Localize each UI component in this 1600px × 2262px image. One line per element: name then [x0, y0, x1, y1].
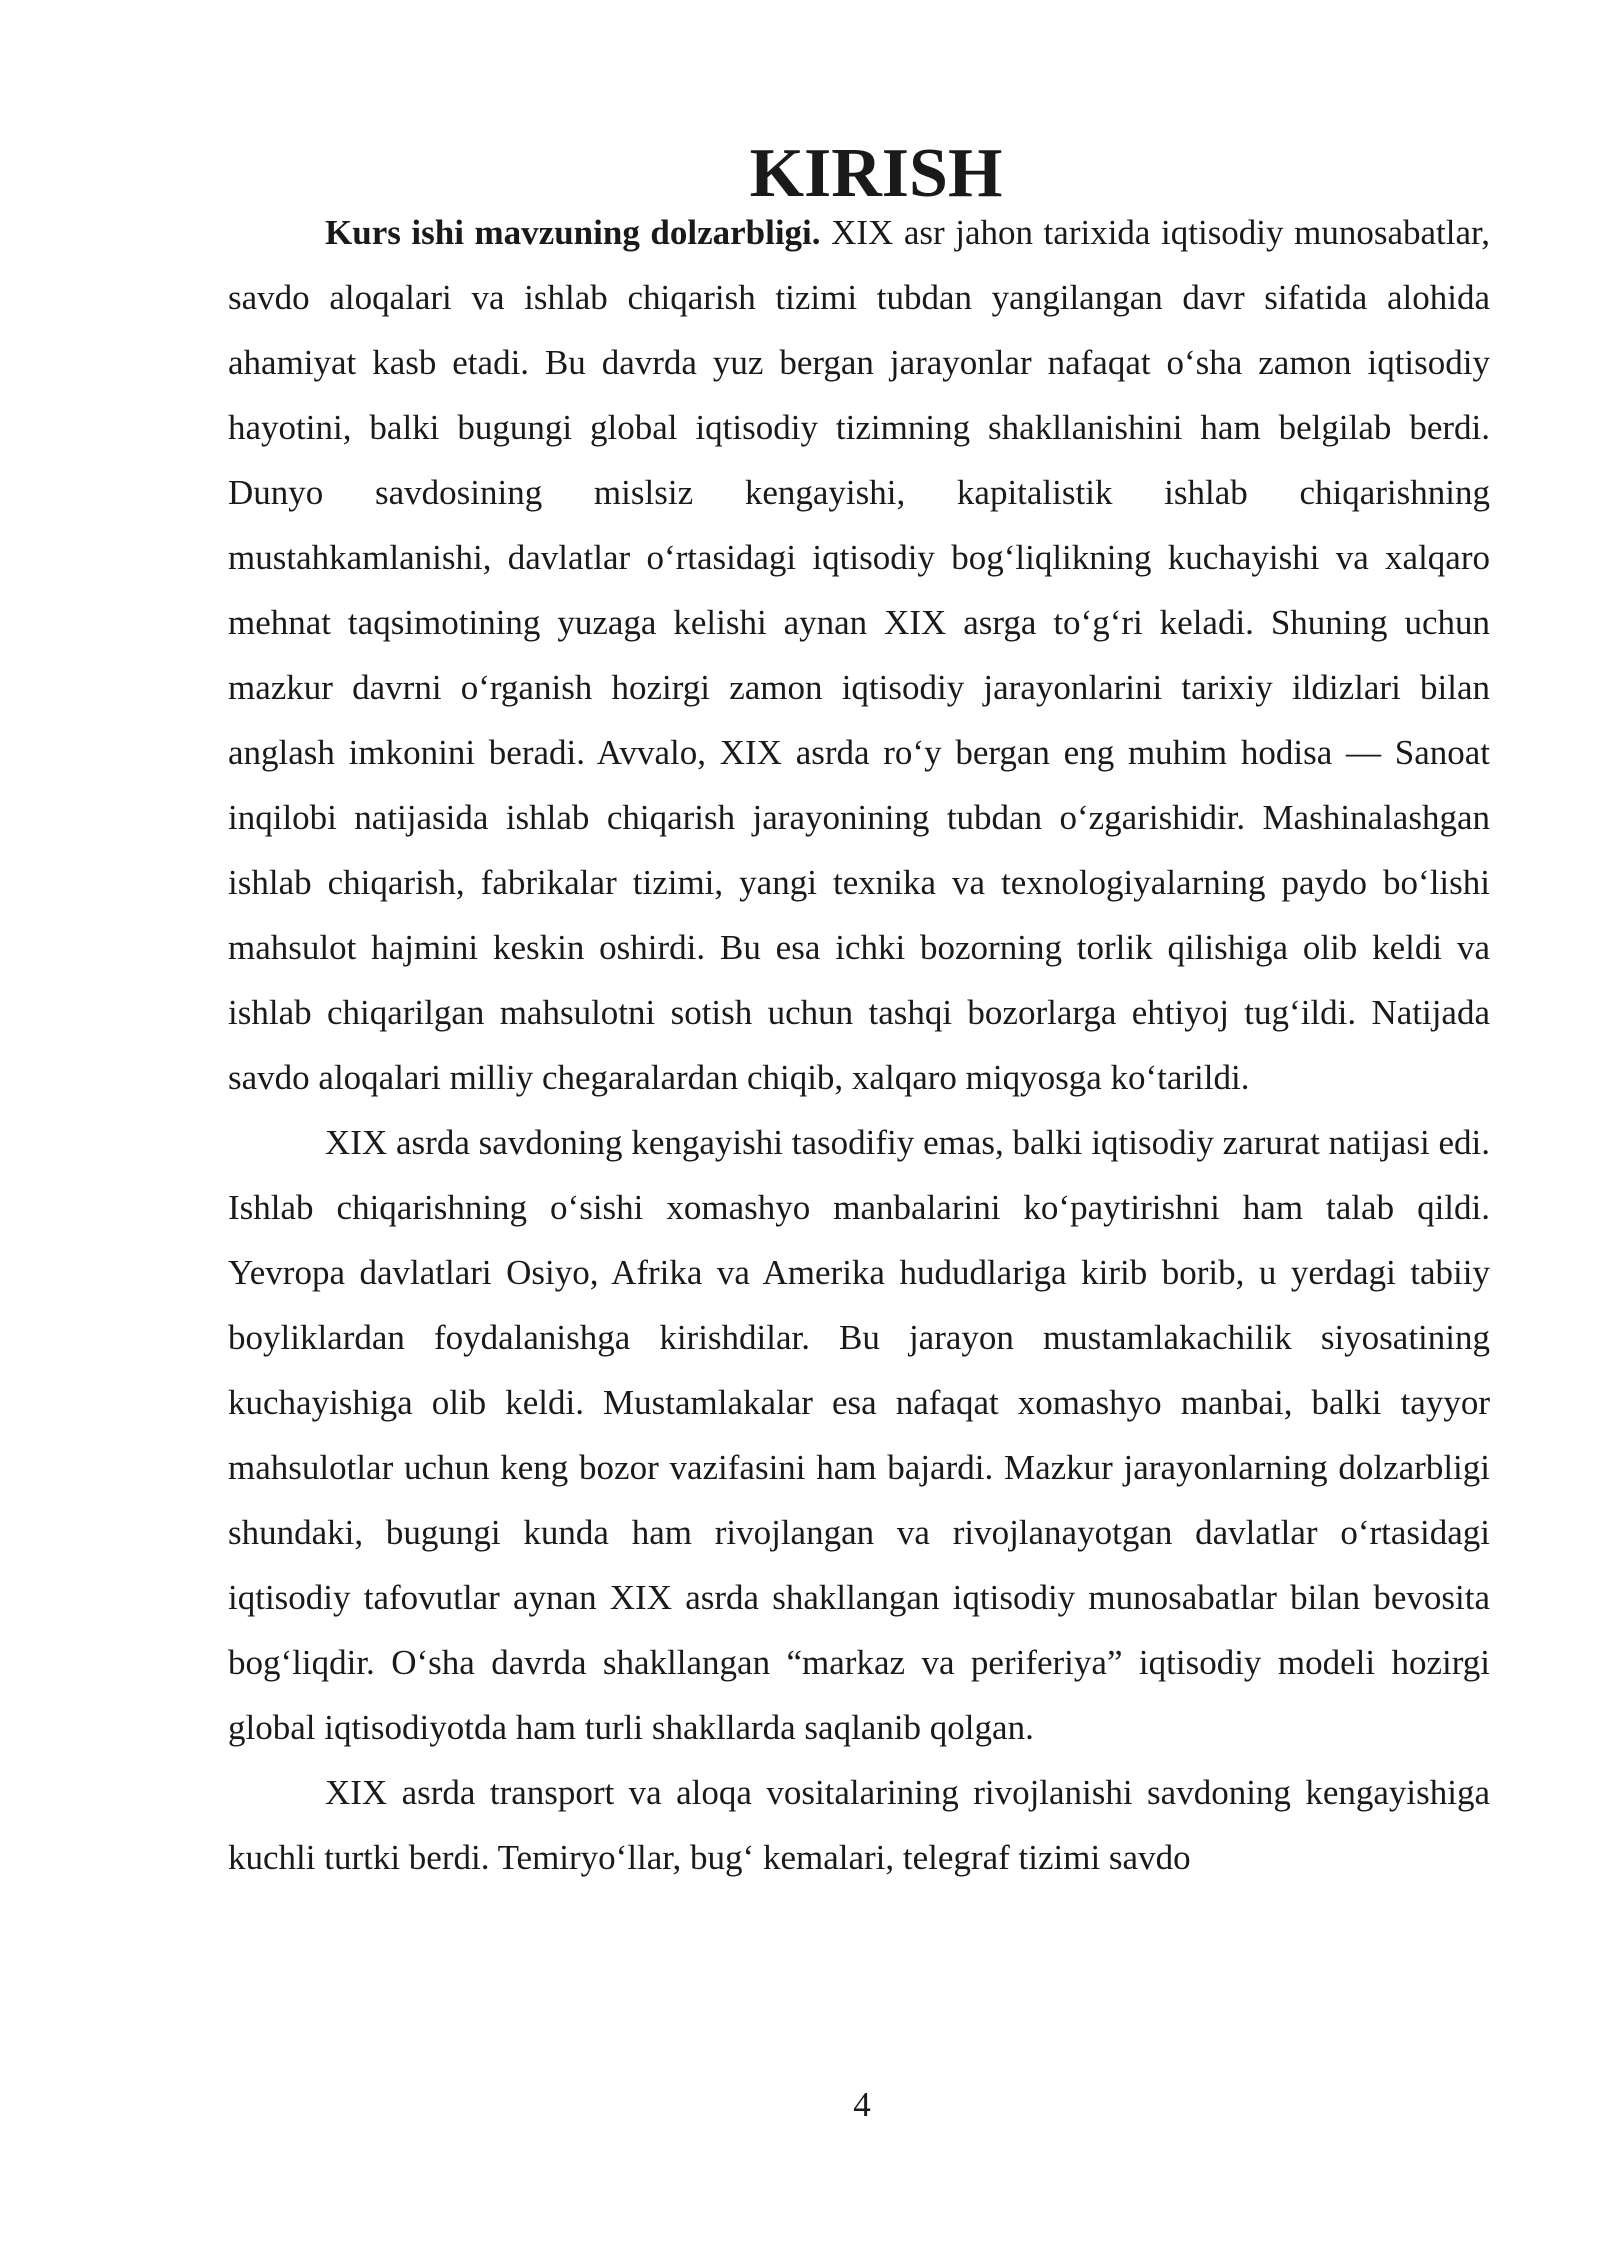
- page-title: KIRISH: [749, 135, 1003, 212]
- paragraph-2: [228, 1110, 1490, 1760]
- paragraph-text: XIX asrda savdoning kengayishi tasodifiy emas, balki iqtisodiy zarurat natijasi edi. Ishlab chiqarishning o‘sishi xomashyo manbalarini ko‘paytirishni ham talab qildi. Yevropa davlatlari Osiyo, Afrika va Amerika hududlariga kirib borib, u yerdagi tabiiy boyliklardan foydalanishga kirishdilar. Bu jarayon mustamlakachilik siyosatining kuchayishiga olib keldi. Mustamlakalar esa nafaqat xomashyo manbai, balki tayyor mahsulotlar uchun keng bozor vazifasini ham bajardi. Mazkur jarayonlarning dolzarbligi shundaki, bugungi kunda ham rivojlangan va rivojlanayotgan davlatlar o‘rtasidagi iqtisodiy tafovutlar aynan XIX asrda shakllangan iqtisodiy munosabatlar bilan bevosita bog‘liqdir. O‘sha davrda shakllangan “markaz va periferiya” iqtisodiy modeli hozirgi global iqtisodiyotda ham turli shakllarda saqlanib qolgan.: [228, 1123, 1490, 1747]
- page-number: 4: [853, 2085, 871, 2124]
- page-body: [228, 135, 1490, 1890]
- paragraph-text: XIX asr jahon tarixida iqtisodiy munosabatlar, savdo aloqalari va ishlab chiqarish tizimi tubdan yangilangan davr sifatida alohida ahamiyat kasb etadi. Bu davrda yuz bergan jarayonlar nafaqat o‘sha zamon iqtisodiy hayotini, balki bugungi global iqtisodiy tizimning shakllanishini ham belgilab berdi. Dunyo savdosining mislsiz kengayishi, kapitalistik ishlab chiqarishning mustahkamlanishi, davlatlar o‘rtasidagi iqtisodiy bog‘liqlikning kuchayishi va xalqaro mehnat taqsimotining yuzaga kelishi aynan XIX asrga to‘g‘ri keladi. Shuning uchun mazkur davrni o‘rganish hozirgi zamon iqtisodiy jarayonlarini tarixiy ildizlari bilan anglash imkonini beradi. Avvalo, XIX asrda ro‘y bergan eng muhim hodisa — Sanoat inqilobi natijasida ishlab chiqarish jarayonining tubdan o‘zgarishidir. Mashinalashgan ishlab chiqarish, fabrikalar tizimi, yangi texnika va texnologiyalarning paydo bo‘lishi mahsulot hajmini keskin oshirdi. Bu esa ichki bozorning torlik qilishiga olib keldi va ishlab chiqarilgan mahsulotni sotish uchun tashqi bozorlarga ehtiyoj tug‘ildi. Natijada savdo aloqalari milliy chegaralardan chiqib, xalqaro miqyosga ko‘tarildi.: [228, 213, 1490, 1097]
- paragraph-lead: Kurs ishi mavzuning dolzarbligi.: [325, 213, 821, 252]
- paragraph-1: [228, 200, 1490, 1110]
- paragraph-3: [228, 1760, 1490, 1890]
- paragraph-text: XIX asrda transport va aloqa vositalarining rivojlanishi savdoning kengayishiga kuchli turtki berdi. Temiryo‘llar, bug‘ kemalari, telegraf tizimi savdo: [228, 1773, 1490, 1877]
